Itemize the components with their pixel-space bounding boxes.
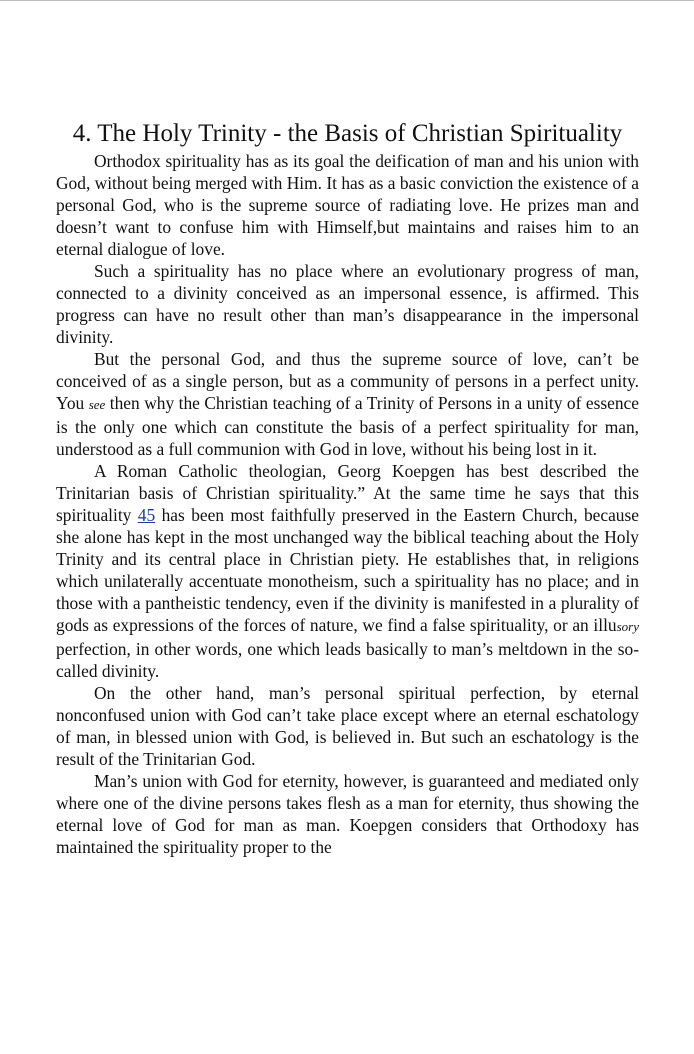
footnote-link-45[interactable]: 45 <box>137 505 156 525</box>
paragraph-4-text-c: perfection, in other words, one which leads basically to man’s meltdown in the so-called divinity. <box>56 639 639 681</box>
paragraph-3 <box>56 348 639 460</box>
paragraph-4-small-fragment: sory <box>616 619 639 634</box>
document-page <box>56 118 639 858</box>
top-border-line <box>0 0 694 1</box>
paragraph-2: Such a spirituality has no place where an evolutionary progress of man, connected to a divinity conceived as an impersonal essence, is affirmed. This progress can have no result other than man’s disappearance in the impersonal divinity. <box>56 261 639 347</box>
paragraph-3-text-a: But the personal God, and thus the supreme source of love, can’t be conceived of as a single person, but as a community of persons in a perfect unity. You <box>56 349 639 413</box>
chapter-title: 4. The Holy Trinity - the Basis of Christian Spirituality <box>72 120 623 147</box>
paragraph-4-text-b: has been most faithfully preserved in the Eastern Church, because she alone has kept in the most unchanged way the biblical teaching about the Holy Trinity and its central place in Christian piety. He establishes that, in religions which unilaterally accentuate monotheism, such a spirituality has no place; and in those with a pantheistic tendency, even if the divinity is manifested in a plurality of gods as expressions of the forces of nature, we find a false spirituality, or an illu <box>56 505 639 635</box>
paragraph-1: Orthodox spirituality has as its goal the deification of man and his union with God, without being merged with Him. It has as a basic conviction the existence of a personal God, who is the supreme source of radiating love. He prizes man and doesn’t want to confuse him with Himself,but maintains and raises him to an eternal dialogue of love. <box>56 151 639 259</box>
paragraph-4-text-a: A Roman Catholic theologian, Georg Koepgen has best described the Trinitarian basis of Christian spirituality.” At the same time he says that this spirituality <box>56 461 639 525</box>
paragraph-4 <box>56 460 639 682</box>
paragraph-3-small-word: see <box>88 397 106 412</box>
paragraph-5: On the other hand, man’s personal spiritual perfection, by eternal nonconfused union with God can’t take place except where an eternal eschatology of man, in blessed union with God, is believed in. But such an eschatology is the result of the Trinitarian God. <box>56 683 639 769</box>
paragraph-6: Man’s union with God for eternity, however, is guaranteed and mediated only where one of the divine persons takes flesh as a man for eternity, thus showing the eternal love of God for man as man. Koepgen considers that Orthodoxy has maintained the spirituality proper to the <box>56 771 639 857</box>
paragraph-3-text-b: then why the Christian teaching of a Trinity of Persons in a unity of essence is the only one which can constitute the basis of a perfect spirituality for man, understood as a full communion with God in love, without his being lost in it. <box>56 393 639 459</box>
